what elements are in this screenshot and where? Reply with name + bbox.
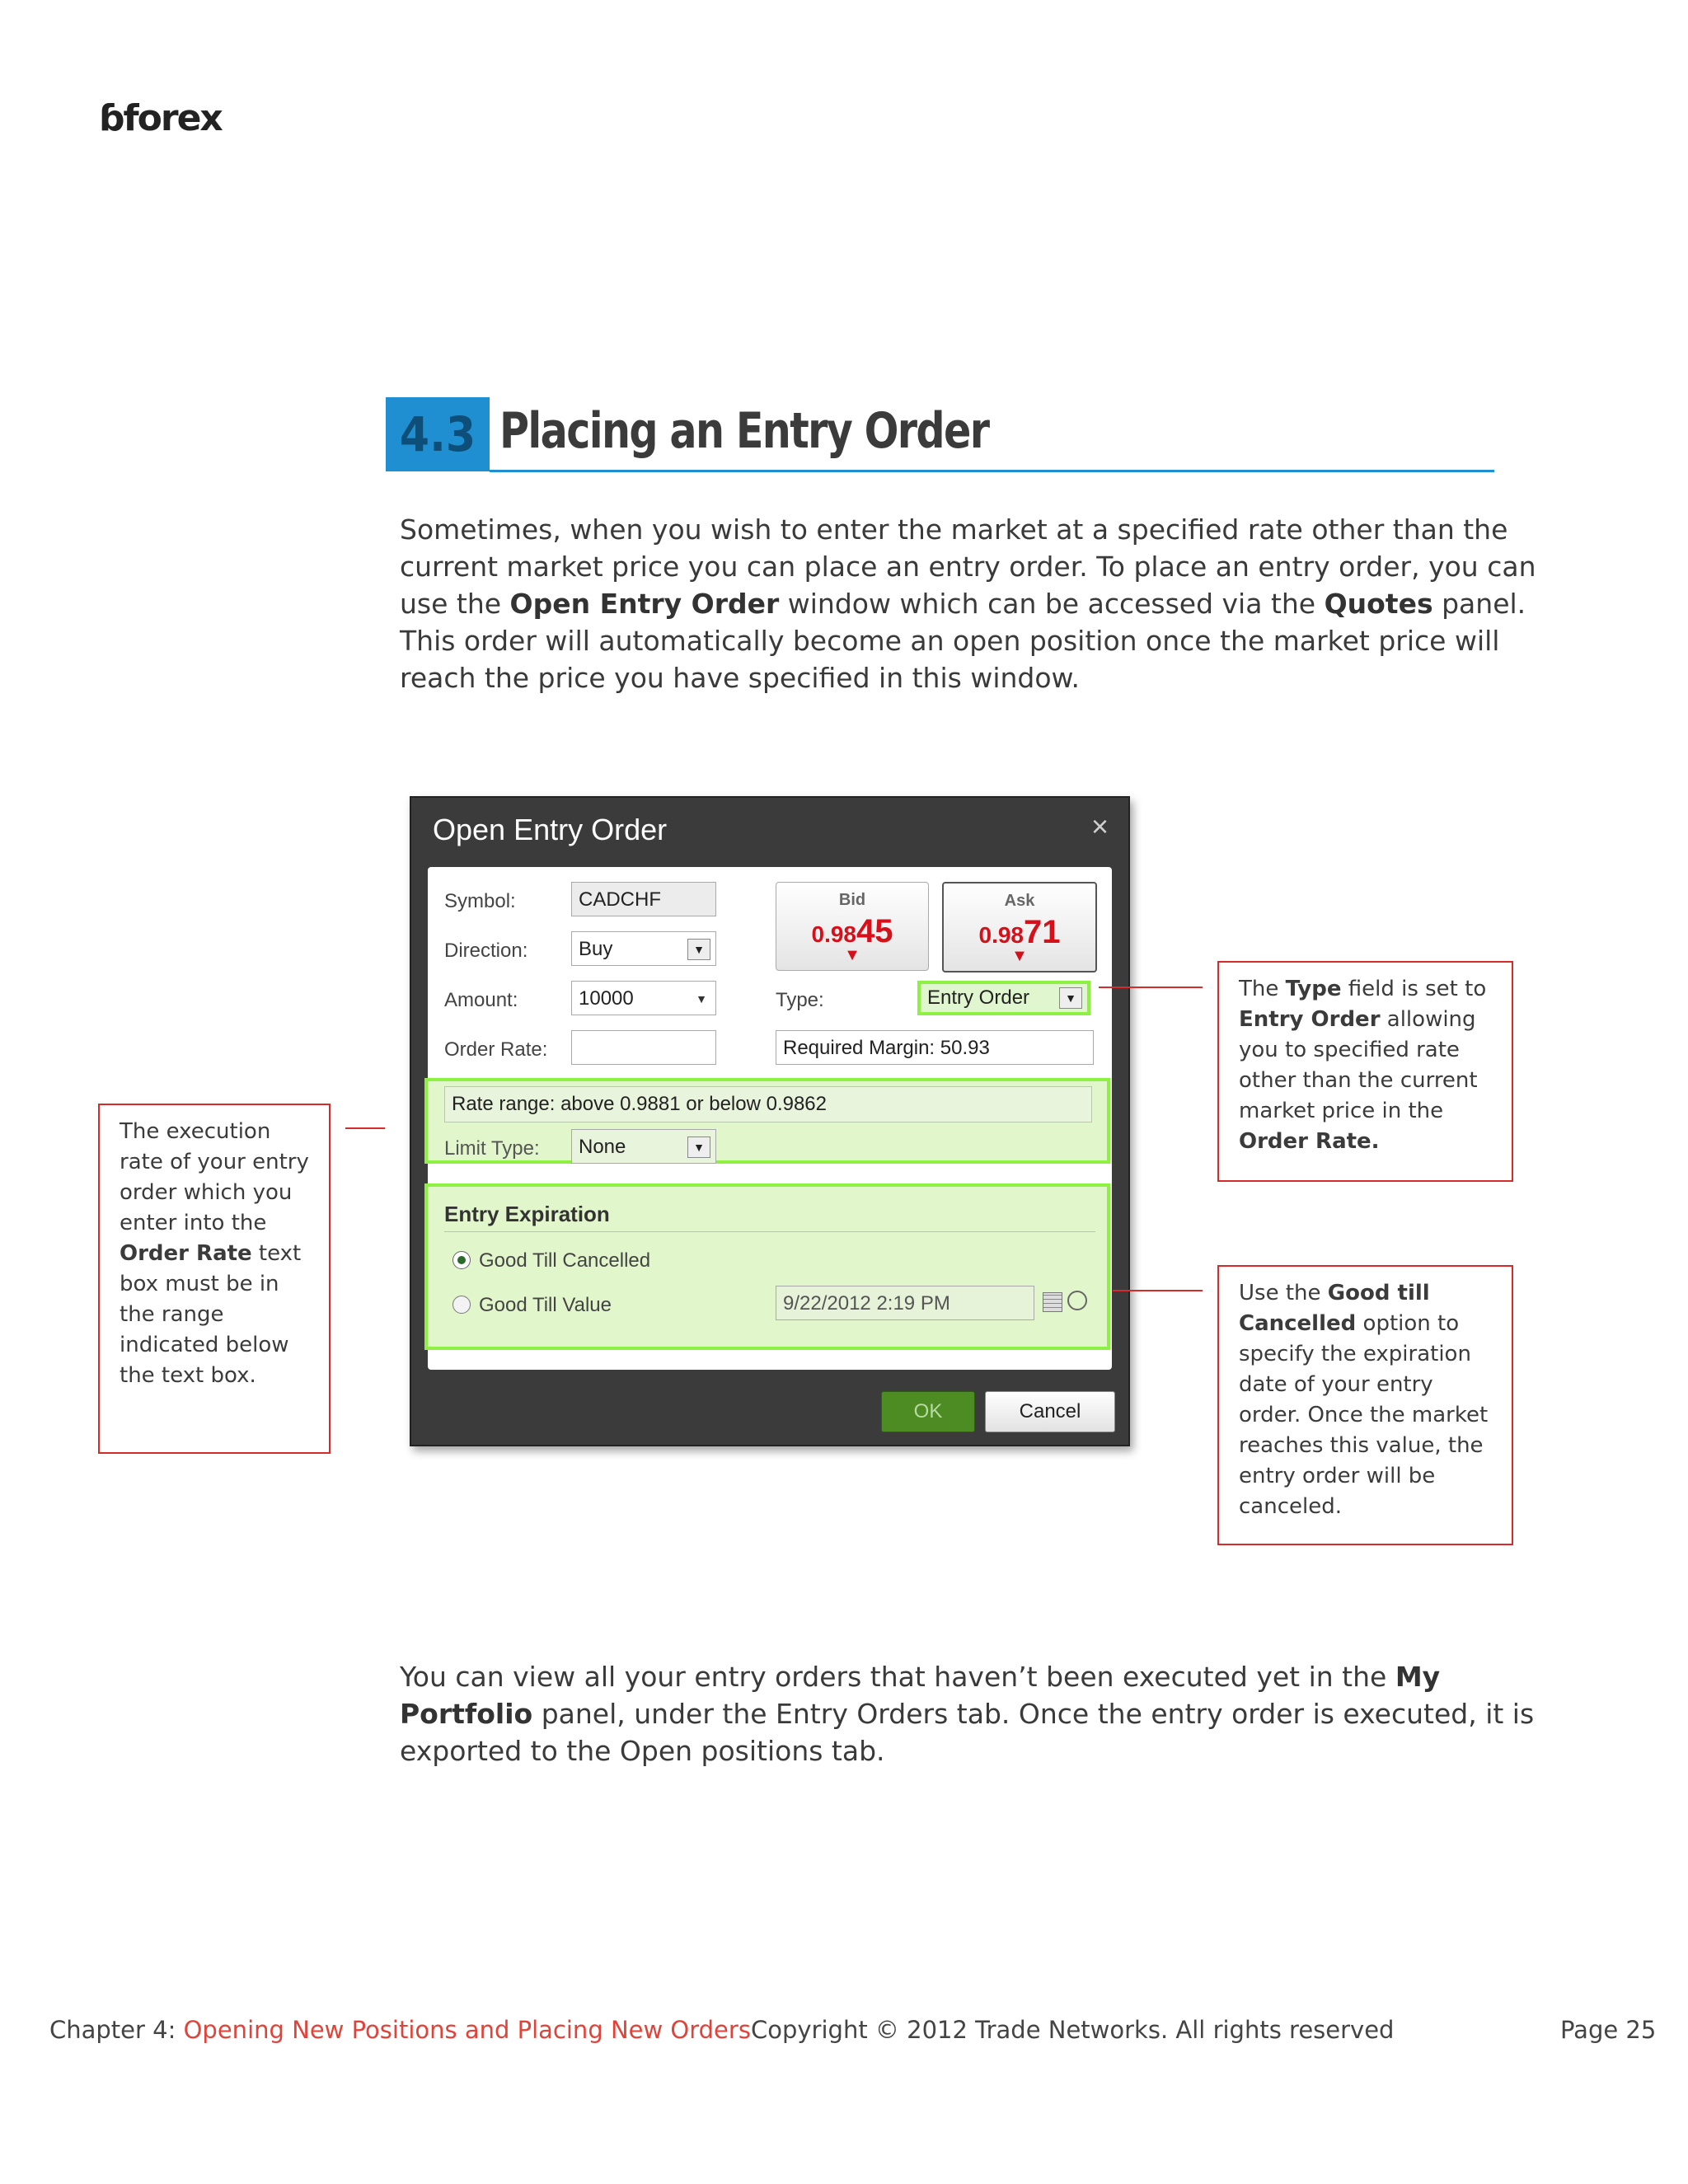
callout-rb-bold: Good till Cancelled (1239, 1281, 1430, 1336)
callout-type-field (1217, 961, 1513, 1182)
callout-order-rate (98, 1104, 331, 1454)
direction-select[interactable] (571, 931, 716, 966)
down-arrow-icon: ▼ (1011, 947, 1028, 965)
footer-chapter (49, 2016, 751, 2044)
callout-good-till-cancelled (1217, 1265, 1513, 1545)
radio-dot-icon (457, 1256, 466, 1264)
ask-price (944, 914, 1095, 951)
gtv-date-field[interactable]: 9/22/2012 2:19 PM (776, 1286, 1034, 1320)
divider (444, 1231, 1095, 1232)
gtc-radio[interactable] (452, 1251, 471, 1269)
limit-type-value: None (579, 1136, 626, 1158)
dialog-body (428, 867, 1112, 1370)
intro-text-3: panel. This order will automatically become an open position once the market price will reach the price you have specified in this window. (400, 588, 1526, 694)
entry-expiration-heading: Entry Expiration (444, 1202, 610, 1226)
dialog-title: Open Entry Order (433, 813, 668, 846)
section-number: 4.3 (386, 397, 490, 471)
cancel-button[interactable]: Cancel (985, 1391, 1115, 1432)
intro-bold-quotes: Quotes (1324, 588, 1433, 620)
bid-prefix: 0.98 (811, 921, 856, 947)
outro-paragraph (400, 1658, 1537, 1769)
callout-rb-text-1: Use the (1239, 1281, 1328, 1305)
footer-chapter-link[interactable]: Opening New Positions and Placing New Orders (183, 2016, 751, 2044)
gtv-radio[interactable] (452, 1296, 471, 1314)
chevron-down-icon[interactable]: ▼ (1059, 987, 1082, 1009)
order-rate-field[interactable] (571, 1030, 716, 1065)
callout-left-bold: Order Rate (120, 1241, 252, 1266)
chevron-down-icon[interactable]: ▼ (696, 992, 707, 1005)
clock-icon[interactable] (1067, 1291, 1087, 1310)
direction-label: Direction: (444, 940, 528, 962)
symbol-label: Symbol: (444, 890, 516, 912)
heading-rule (490, 470, 1494, 472)
callout-rt-text-2: field is set to (1341, 977, 1487, 1001)
direction-value: Buy (579, 938, 613, 960)
callout-rb-text-2: option to specify the expiration date of your entry order. Once the market reaches this value, the entry order will be canceled. (1239, 1311, 1489, 1519)
ask-label: Ask (1004, 892, 1035, 910)
chevron-down-icon[interactable]: ▼ (687, 1137, 710, 1158)
type-select[interactable] (917, 981, 1090, 1015)
amount-field[interactable] (571, 981, 716, 1015)
callout-left-connector (345, 1127, 385, 1129)
callout-rt-bold-2: Entry Order (1239, 1007, 1381, 1032)
intro-text-1: Sometimes, when you wish to enter the market at a specified rate other than the current market price you can place an entry order. To place an entry order, you can use the (400, 513, 1536, 620)
section-title: Placing an Entry Order (499, 402, 989, 460)
footer-page-number: Page 25 (1560, 2016, 1657, 2044)
callout-rt-text-1: The (1239, 977, 1286, 1001)
chevron-down-icon[interactable]: ▼ (687, 939, 710, 960)
down-arrow-icon: ▼ (844, 946, 860, 964)
callout-right-bottom-connector (1113, 1290, 1203, 1291)
bid-button[interactable] (776, 882, 929, 971)
callout-rt-text-3: allowing you to specified rate other than the current market price in the (1239, 1007, 1478, 1123)
required-margin: Required Margin: 50.93 (776, 1030, 1094, 1065)
callout-rt-bold-1: Type (1285, 977, 1342, 1001)
callout-rt-bold-3: Order Rate. (1239, 1129, 1380, 1154)
bid-pips: 45 (856, 913, 893, 949)
callout-left-text-1: The execution rate of your entry order which you enter into the (120, 1119, 309, 1235)
order-rate-label: Order Rate: (444, 1038, 548, 1061)
section-heading (386, 397, 1494, 471)
brand-logo: ɓforex (99, 97, 222, 139)
open-entry-order-dialog (410, 796, 1130, 1446)
amount-label: Amount: (444, 989, 518, 1011)
gtc-label: Good Till Cancelled (479, 1249, 651, 1272)
ask-pips: 71 (1024, 914, 1061, 950)
type-label: Type: (776, 989, 824, 1011)
limit-type-select[interactable] (571, 1129, 716, 1164)
ask-button[interactable] (942, 882, 1097, 972)
footer-chapter-prefix: Chapter 4: (49, 2016, 184, 2044)
outro-text-2: panel, under the Entry Orders tab. Once the entry order is executed, it is exported to the Open positions tab. (400, 1698, 1535, 1767)
outro-text-1: You can view all your entry orders that haven’t been executed yet in the (400, 1661, 1395, 1693)
close-icon[interactable]: × (1090, 809, 1109, 843)
ask-prefix: 0.98 (978, 922, 1024, 948)
callout-right-top-connector (1099, 987, 1203, 988)
ok-button[interactable]: OK (881, 1391, 975, 1432)
intro-text-2: window which can be accessed via the (779, 588, 1325, 620)
gtv-label: Good Till Value (479, 1294, 612, 1316)
bid-label: Bid (838, 891, 866, 909)
amount-value: 10000 (579, 987, 634, 1010)
rate-range-text: Rate range: above 0.9881 or below 0.9862 (444, 1086, 1092, 1122)
limit-type-label: Limit Type: (444, 1137, 540, 1160)
intro-paragraph (400, 511, 1537, 696)
symbol-field[interactable]: CADCHF (571, 882, 716, 916)
outro-bold-my-portfolio: My Portfolio (400, 1661, 1441, 1730)
footer-copyright: Copyright © 2012 Trade Networks. All rights reserved (751, 2016, 1395, 2044)
bid-price (776, 913, 928, 950)
calendar-icon[interactable] (1043, 1292, 1062, 1312)
intro-bold-open-entry-order: Open Entry Order (509, 588, 780, 620)
callout-left-text-2: text box must be in the range indicated below the text box. (120, 1241, 302, 1388)
type-value: Entry Order (927, 987, 1030, 1009)
